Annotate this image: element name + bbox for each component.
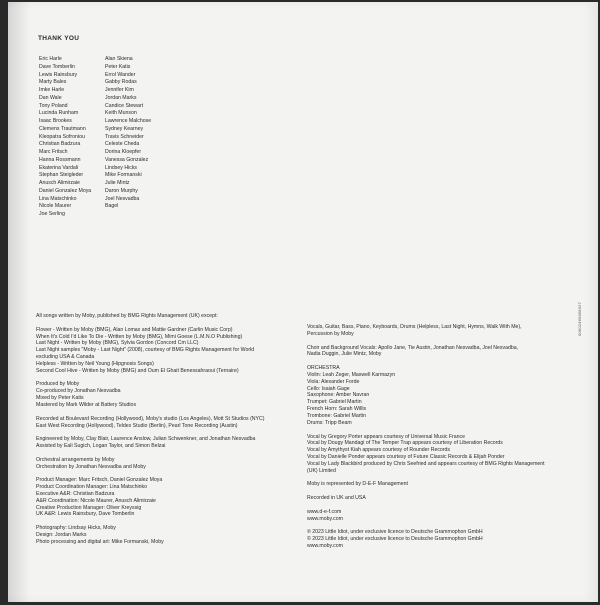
credit-line: Mastered by Mark Wilder at Battery Studios bbox=[36, 401, 137, 408]
thanks-name: Lina Matschinko bbox=[39, 195, 77, 202]
credit-line: © 2023 Little Idiot, under exclusive licence to Deutsche Grammophon GmbH bbox=[307, 536, 483, 543]
thanks-name: Jennifer Kim bbox=[105, 87, 134, 93]
credit-line: Drums: Tripp Beam bbox=[307, 419, 352, 426]
thanks-column-1 bbox=[39, 56, 91, 219]
credit-line: Violin: Leah Zeger, Maxwell Karmazyn bbox=[307, 371, 396, 378]
credit-line: Co-produced by Jonathan Nesvadba bbox=[36, 388, 121, 395]
credit-line: Orchestration by Jonathan Nesvadba and Moby bbox=[36, 463, 146, 470]
credit-line: ℗ 2023 Little Idiot, under exclusive licence to Deutsche Grammophon GmbH bbox=[307, 529, 483, 536]
credit-line: UK A&R: Lewis Rainsbury, Dave Tomberlin bbox=[36, 511, 135, 518]
thanks-name: Errol Wander bbox=[105, 71, 136, 78]
thanks-name: Isaac Brookes bbox=[39, 118, 72, 124]
credit-line: (UK) Limited bbox=[307, 467, 336, 474]
paragraph-spacer bbox=[36, 470, 264, 477]
credit-line: Orchestral arrangements by Moby bbox=[36, 456, 115, 463]
thanks-name: Daniel Gonzalez Moya bbox=[39, 187, 92, 194]
thanks-name: Marty Bales bbox=[39, 79, 67, 86]
thanks-name: Anusch Alimirzaie bbox=[39, 180, 80, 186]
thanks-name: Eric Harle bbox=[39, 56, 62, 62]
credit-line: Vocal by Danielle Ponder appears courtesy of Future Classic Records & Elijah Ponder bbox=[307, 454, 505, 461]
credit-line: www.moby.com bbox=[307, 515, 343, 522]
credit-line: Percussion by Moby bbox=[307, 330, 354, 337]
credit-line: Second Cool Hive - Written by Moby (BMG) and Oum El Ghait Benessahraoui (Ternaire) bbox=[36, 367, 239, 374]
thanks-name: Dave Tomberlin bbox=[39, 63, 75, 70]
thanks-column-2 bbox=[105, 56, 151, 211]
thanks-name: Celeste Cheda bbox=[105, 141, 140, 148]
credit-line: Vocal by Amythyst Kiah appears courtesy of Rounder Records bbox=[307, 447, 451, 454]
catalog-number: 00602465858927 bbox=[577, 302, 582, 336]
thank-you-heading: THANK YOU bbox=[38, 35, 80, 42]
paragraph-spacer bbox=[307, 502, 545, 509]
thanks-name: Jordan Marks bbox=[105, 94, 137, 101]
credit-line: Vocals, Guitar, Bass, Piano, Keyboards, Drums (Helpless, Last Night, Hymns, Walk With Me), bbox=[307, 324, 522, 330]
credit-line: www.d-e-f.com bbox=[307, 508, 342, 515]
credit-line: Last Night samples "Moby - Last Night" (2008), courtesy of BMG Rights Management for World bbox=[36, 347, 255, 354]
credit-line: Produced by Moby bbox=[36, 381, 80, 388]
thanks-name: Joe Serling bbox=[39, 211, 65, 217]
paragraph-spacer bbox=[307, 338, 545, 345]
paragraph-spacer bbox=[307, 522, 545, 529]
credit-line: www.moby.com bbox=[307, 543, 343, 549]
credit-line: Viola: Alexander Forde bbox=[307, 378, 360, 385]
paragraph-spacer bbox=[307, 427, 545, 434]
thanks-name: Keith Munson bbox=[105, 110, 137, 117]
credit-line: Mixed by Peter Katis bbox=[36, 395, 84, 402]
credit-line: Nadia Duggin, Julie Mintz, Moby bbox=[307, 351, 382, 358]
thanks-name: Ekaterina Vardali bbox=[39, 164, 79, 171]
thanks-name: Lawrence Malchose bbox=[105, 118, 152, 124]
paragraph-spacer bbox=[36, 429, 264, 436]
thanks-name: Daron Murphy bbox=[105, 187, 138, 194]
thanks-name: Lewis Rainsbury bbox=[39, 71, 78, 78]
paragraph-spacer bbox=[307, 475, 545, 482]
credit-line: Creative Production Manager: Oliver Kreyssig bbox=[36, 504, 142, 511]
thanks-name: Alan Skiena bbox=[105, 56, 133, 62]
paragraph-spacer bbox=[307, 358, 545, 365]
credit-line: Assisted by Eali Sugich, Logan Taylor, and Simon Belzai bbox=[36, 443, 166, 450]
credit-line: Photo processing and digital art: Mike Formanski, Moby bbox=[36, 538, 164, 545]
paragraph-spacer bbox=[36, 375, 264, 382]
credit-line: Photography: Lindsay Hicks, Moby bbox=[36, 525, 116, 532]
credit-line: Vocal by Gregory Porter appears courtesy of Universal Music France bbox=[307, 433, 465, 440]
paragraph-spacer bbox=[36, 409, 264, 416]
credit-line: Saxophone: Amber Navran bbox=[307, 392, 370, 399]
credit-line: Product Coordination Manager: Lina Matschinko bbox=[36, 484, 148, 491]
page-shadow bbox=[8, 2, 30, 602]
thanks-name: Clemens Trautmann bbox=[39, 125, 86, 132]
right-credits-block bbox=[307, 324, 545, 550]
credit-line: ORCHESTRA bbox=[307, 365, 340, 372]
thanks-name: Tony Poland bbox=[39, 102, 68, 109]
credit-line: Helpless - Written by Neil Young (Hipgnosis Songs) bbox=[36, 360, 154, 367]
credit-line: When It's Cold I'd Like To Die - Written by Moby (BMG), Mimi Goese (L.M.N.O Publishing) bbox=[36, 333, 243, 340]
thanks-name: Dan Wale bbox=[39, 94, 62, 101]
credit-line: A&R Coordination: Nicole Maurer, Anusch Alimirzaie bbox=[36, 497, 156, 504]
credit-line: excluding USA & Canada bbox=[36, 354, 95, 361]
credit-line: French Horn: Sarah Willis bbox=[307, 406, 367, 413]
thanks-name: Travis Schneider bbox=[105, 133, 144, 140]
credit-line: Recorded in UK and USA bbox=[307, 495, 366, 502]
credit-line: All songs written by Moby, published by BMG Rights Management (UK) except: bbox=[36, 313, 218, 319]
thanks-name: Christian Badzura bbox=[39, 141, 81, 148]
credit-line: Trumpet: Gabriel Martin bbox=[307, 399, 362, 406]
paragraph-spacer bbox=[36, 450, 264, 457]
credit-line: Vocal by Dougy Mandagi of The Temper Trap appears courtesy of Liberation Records bbox=[307, 440, 503, 447]
thanks-name: Candice Stewart bbox=[105, 102, 144, 109]
credit-line: Product Manager: Marc Fritsch, Daniel Gonzalez Moya bbox=[36, 477, 163, 484]
thanks-name: Kleopatra Sofroniou bbox=[39, 133, 85, 140]
thanks-name: Imke Harle bbox=[39, 87, 65, 93]
credit-line: Recorded at Boulevard Recording (Hollywood), Moby's studio (Los Angeles), Mott St Studios (NYC) bbox=[36, 415, 265, 422]
credit-line: Executive A&R: Christian Badzura bbox=[36, 490, 115, 497]
paragraph-spacer bbox=[36, 518, 264, 525]
credit-line: Engineered by Moby, Clay Blair, Laurence Anslow, Julian Schwenkner, and Jonathan Nesvadba bbox=[36, 436, 256, 443]
thanks-name: Vanessa Gonzalez bbox=[105, 156, 149, 163]
credit-line: Choir and Background Vocals: Apollo Jane, Tie Austin, Jonathan Nesvadba, Joel Nesvadba, bbox=[307, 344, 519, 351]
left-credits-block bbox=[36, 313, 264, 546]
credit-line: Trombone: Gabriel Martin bbox=[307, 412, 366, 419]
credit-line: Moby is represented by D-E-F Management bbox=[307, 481, 408, 488]
credit-line: Cello: Isaiah Gage bbox=[307, 385, 350, 392]
thanks-name: Peter Katis bbox=[105, 63, 131, 70]
thanks-name: Hanna Rossmann bbox=[39, 156, 81, 163]
thanks-name: Lindsey Hicks bbox=[105, 164, 138, 171]
thanks-name: Gabby Rodas bbox=[105, 79, 137, 86]
thanks-name: Sydney Kearney bbox=[105, 125, 144, 132]
thanks-name: Mike Formanski bbox=[105, 172, 142, 179]
paragraph-spacer bbox=[36, 320, 264, 327]
thanks-name: Joel Nesvadba bbox=[105, 195, 140, 202]
thanks-name: Julie Mintz bbox=[105, 180, 130, 186]
credit-line: East West Recording (Hollywood), Teldex Studio (Berlin), Pearl Tone Recording (Austin) bbox=[36, 422, 238, 429]
thanks-name: Lucinda Runham bbox=[39, 110, 79, 117]
credit-line: Vocal by Lady Blackbird produced by Chris Seefried and appears courtesy of BMG Rights Management bbox=[307, 460, 545, 467]
thanks-name: Nicole Maurer bbox=[39, 203, 72, 210]
thanks-name: Bagel bbox=[105, 203, 119, 210]
credit-line: Design: Jordan Marks bbox=[36, 532, 87, 538]
liner-notes-sheet bbox=[8, 2, 598, 602]
credit-line: Flower - Written by Moby (BMG), Alan Lomax and Mattie Gardner (Carlin Music Corp) bbox=[36, 326, 233, 333]
thanks-name: Stephan Steigleder bbox=[39, 172, 84, 179]
thanks-name: Dorina Kloepfer bbox=[105, 149, 142, 155]
thanks-name: Marc Fritsch bbox=[39, 149, 68, 155]
credit-line: Last Night - Written by Moby (BMG), Sylvia Gordon (Concord Cm LLC) bbox=[36, 340, 199, 347]
paragraph-spacer bbox=[307, 488, 545, 495]
